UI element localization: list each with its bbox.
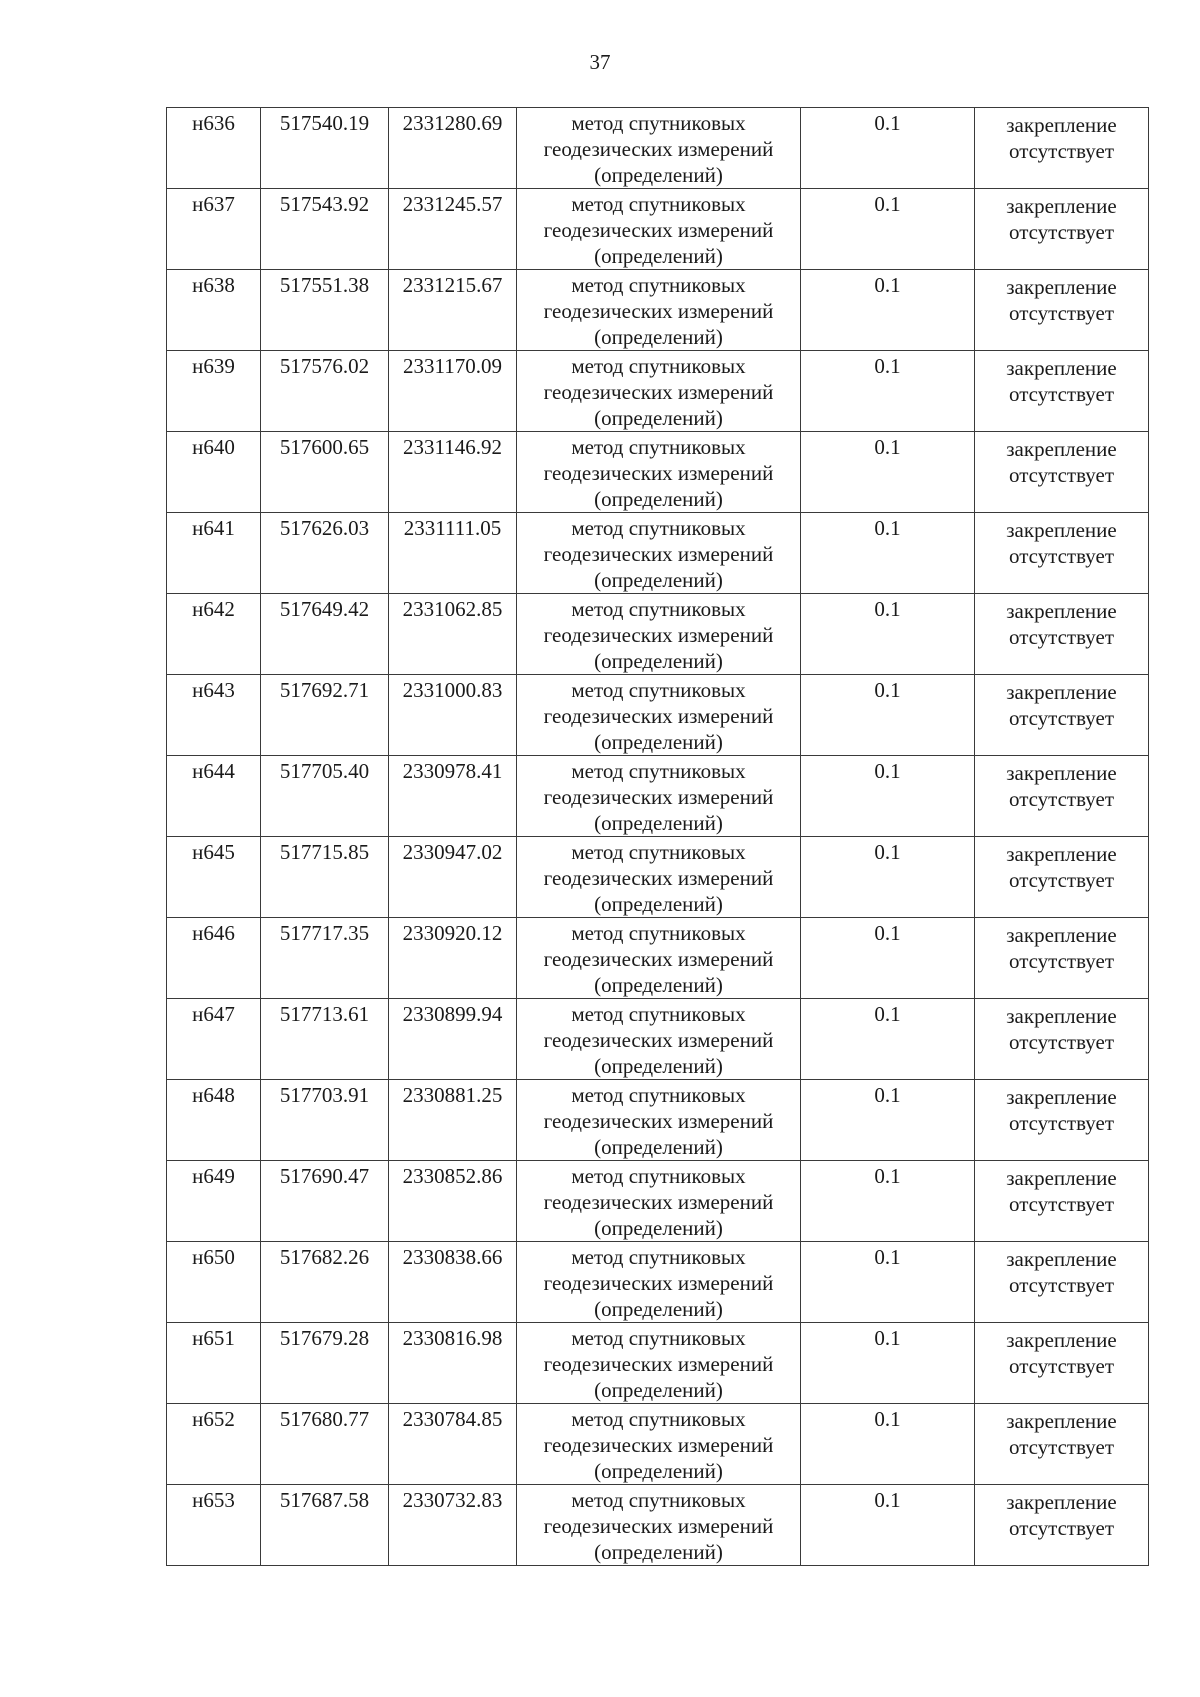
fixing-line: отсутствует xyxy=(1008,1516,1115,1540)
fixing-line: отсутствует xyxy=(1008,301,1115,325)
fixing-cell xyxy=(975,1485,1149,1566)
y-coordinate-cell: 2330899.94 xyxy=(389,999,517,1080)
method-line: (определений) xyxy=(594,1378,723,1402)
table-row xyxy=(167,1161,1149,1242)
method-line: геодезических измерений xyxy=(543,1109,774,1133)
method-line: геодезических измерений xyxy=(543,623,774,647)
point-name-cell: н642 xyxy=(167,594,261,675)
x-coordinate-cell: 517687.58 xyxy=(261,1485,389,1566)
y-coordinate-cell: 2330881.25 xyxy=(389,1080,517,1161)
method-line: метод спутниковых xyxy=(571,192,746,216)
y-coordinate-cell: 2331062.85 xyxy=(389,594,517,675)
fixing-cell xyxy=(975,513,1149,594)
method-cell xyxy=(517,999,801,1080)
method-line: метод спутниковых xyxy=(571,354,746,378)
y-coordinate-cell: 2331170.09 xyxy=(389,351,517,432)
method-line: геодезических измерений xyxy=(543,1190,774,1214)
fixing-line: закрепление xyxy=(1006,599,1117,623)
method-line: (определений) xyxy=(594,406,723,430)
fixing-cell xyxy=(975,1080,1149,1161)
point-name-cell: н641 xyxy=(167,513,261,594)
fixing-cell xyxy=(975,351,1149,432)
fixing-line: закрепление xyxy=(1006,1247,1117,1271)
method-cell xyxy=(517,189,801,270)
method-cell xyxy=(517,756,801,837)
fixing-line: закрепление xyxy=(1006,518,1117,542)
point-name-cell: н652 xyxy=(167,1404,261,1485)
method-line: геодезических измерений xyxy=(543,1271,774,1295)
fixing-cell xyxy=(975,756,1149,837)
fixing-line: отсутствует xyxy=(1008,949,1115,973)
table-row xyxy=(167,189,1149,270)
method-line: метод спутниковых xyxy=(571,1326,746,1350)
fixing-line: отсутствует xyxy=(1008,382,1115,406)
x-coordinate-cell: 517540.19 xyxy=(261,108,389,189)
table-row xyxy=(167,675,1149,756)
x-coordinate-cell: 517715.85 xyxy=(261,837,389,918)
fixing-line: закрепление xyxy=(1006,356,1117,380)
x-coordinate-cell: 517679.28 xyxy=(261,1323,389,1404)
method-line: метод спутниковых xyxy=(571,840,746,864)
point-name-cell: н638 xyxy=(167,270,261,351)
point-name-cell: н648 xyxy=(167,1080,261,1161)
fixing-line: отсутствует xyxy=(1008,787,1115,811)
fixing-cell xyxy=(975,270,1149,351)
method-line: (определений) xyxy=(594,730,723,754)
fixing-line: отсутствует xyxy=(1008,1354,1115,1378)
method-line: (определений) xyxy=(594,325,723,349)
fixing-cell xyxy=(975,1323,1149,1404)
method-line: метод спутниковых xyxy=(571,516,746,540)
fixing-line: отсутствует xyxy=(1008,544,1115,568)
y-coordinate-cell: 2331215.67 xyxy=(389,270,517,351)
method-line: (определений) xyxy=(594,568,723,592)
method-cell xyxy=(517,918,801,999)
method-line: геодезических измерений xyxy=(543,947,774,971)
method-line: геодезических измерений xyxy=(543,218,774,242)
y-coordinate-cell: 2331280.69 xyxy=(389,108,517,189)
table-row xyxy=(167,594,1149,675)
method-cell xyxy=(517,1161,801,1242)
fixing-cell xyxy=(975,837,1149,918)
point-name-cell: н640 xyxy=(167,432,261,513)
fixing-cell xyxy=(975,108,1149,189)
method-line: метод спутниковых xyxy=(571,273,746,297)
fixing-line: отсутствует xyxy=(1008,1435,1115,1459)
accuracy-cell: 0.1 xyxy=(801,1485,975,1566)
method-cell xyxy=(517,432,801,513)
x-coordinate-cell: 517690.47 xyxy=(261,1161,389,1242)
fixing-cell xyxy=(975,1161,1149,1242)
method-cell xyxy=(517,513,801,594)
table-row xyxy=(167,432,1149,513)
accuracy-cell: 0.1 xyxy=(801,432,975,513)
table-row xyxy=(167,999,1149,1080)
point-name-cell: н650 xyxy=(167,1242,261,1323)
method-cell xyxy=(517,837,801,918)
fixing-line: закрепление xyxy=(1006,113,1117,137)
method-line: геодезических измерений xyxy=(543,704,774,728)
fixing-cell xyxy=(975,1242,1149,1323)
page-number: 37 xyxy=(589,50,611,74)
method-cell xyxy=(517,594,801,675)
fixing-line: закрепление xyxy=(1006,275,1117,299)
y-coordinate-cell: 2330784.85 xyxy=(389,1404,517,1485)
fixing-line: закрепление xyxy=(1006,437,1117,461)
method-line: (определений) xyxy=(594,811,723,835)
method-line: (определений) xyxy=(594,649,723,673)
table-row xyxy=(167,837,1149,918)
accuracy-cell: 0.1 xyxy=(801,594,975,675)
method-cell xyxy=(517,351,801,432)
point-name-cell: н649 xyxy=(167,1161,261,1242)
accuracy-cell: 0.1 xyxy=(801,756,975,837)
fixing-line: отсутствует xyxy=(1008,463,1115,487)
coordinates-table xyxy=(166,107,1149,1566)
fixing-line: закрепление xyxy=(1006,1409,1117,1433)
method-line: (определений) xyxy=(594,487,723,511)
method-line: метод спутниковых xyxy=(571,921,746,945)
point-name-cell: н636 xyxy=(167,108,261,189)
method-line: метод спутниковых xyxy=(571,1488,746,1512)
fixing-line: отсутствует xyxy=(1008,1192,1115,1216)
y-coordinate-cell: 2331111.05 xyxy=(389,513,517,594)
method-line: метод спутниковых xyxy=(571,111,746,135)
method-line: метод спутниковых xyxy=(571,1002,746,1026)
x-coordinate-cell: 517626.03 xyxy=(261,513,389,594)
table-row xyxy=(167,270,1149,351)
y-coordinate-cell: 2330816.98 xyxy=(389,1323,517,1404)
method-cell xyxy=(517,1242,801,1323)
accuracy-cell: 0.1 xyxy=(801,1242,975,1323)
method-line: (определений) xyxy=(594,244,723,268)
y-coordinate-cell: 2330978.41 xyxy=(389,756,517,837)
method-line: геодезических измерений xyxy=(543,1352,774,1376)
method-cell xyxy=(517,1404,801,1485)
x-coordinate-cell: 517692.71 xyxy=(261,675,389,756)
accuracy-cell: 0.1 xyxy=(801,1161,975,1242)
table-row xyxy=(167,1080,1149,1161)
point-name-cell: н646 xyxy=(167,918,261,999)
method-cell xyxy=(517,1323,801,1404)
y-coordinate-cell: 2331245.57 xyxy=(389,189,517,270)
fixing-cell xyxy=(975,918,1149,999)
point-name-cell: н647 xyxy=(167,999,261,1080)
y-coordinate-cell: 2331000.83 xyxy=(389,675,517,756)
method-line: метод спутниковых xyxy=(571,597,746,621)
y-coordinate-cell: 2330947.02 xyxy=(389,837,517,918)
accuracy-cell: 0.1 xyxy=(801,1404,975,1485)
x-coordinate-cell: 517717.35 xyxy=(261,918,389,999)
table-row xyxy=(167,108,1149,189)
method-line: метод спутниковых xyxy=(571,1083,746,1107)
method-line: (определений) xyxy=(594,1135,723,1159)
method-line: (определений) xyxy=(594,973,723,997)
fixing-line: отсутствует xyxy=(1008,706,1115,730)
accuracy-cell: 0.1 xyxy=(801,189,975,270)
y-coordinate-cell: 2330838.66 xyxy=(389,1242,517,1323)
method-line: геодезических измерений xyxy=(543,137,774,161)
accuracy-cell: 0.1 xyxy=(801,1080,975,1161)
method-line: геодезических измерений xyxy=(543,380,774,404)
fixing-line: закрепление xyxy=(1006,923,1117,947)
method-line: (определений) xyxy=(594,1459,723,1483)
method-line: геодезических измерений xyxy=(543,1514,774,1538)
accuracy-cell: 0.1 xyxy=(801,675,975,756)
table-row xyxy=(167,1485,1149,1566)
x-coordinate-cell: 517543.92 xyxy=(261,189,389,270)
accuracy-cell: 0.1 xyxy=(801,918,975,999)
accuracy-cell: 0.1 xyxy=(801,513,975,594)
method-line: геодезических измерений xyxy=(543,1028,774,1052)
y-coordinate-cell: 2331146.92 xyxy=(389,432,517,513)
fixing-cell xyxy=(975,675,1149,756)
point-name-cell: н639 xyxy=(167,351,261,432)
accuracy-cell: 0.1 xyxy=(801,270,975,351)
fixing-line: отсутствует xyxy=(1008,139,1115,163)
method-cell xyxy=(517,270,801,351)
coordinates-table-body xyxy=(167,108,1149,1566)
fixing-line: закрепление xyxy=(1006,1328,1117,1352)
method-cell xyxy=(517,1485,801,1566)
table-row xyxy=(167,351,1149,432)
method-cell xyxy=(517,108,801,189)
fixing-line: закрепление xyxy=(1006,1166,1117,1190)
fixing-cell xyxy=(975,432,1149,513)
method-line: метод спутниковых xyxy=(571,678,746,702)
point-name-cell: н651 xyxy=(167,1323,261,1404)
method-line: метод спутниковых xyxy=(571,1407,746,1431)
point-name-cell: н653 xyxy=(167,1485,261,1566)
x-coordinate-cell: 517551.38 xyxy=(261,270,389,351)
accuracy-cell: 0.1 xyxy=(801,837,975,918)
point-name-cell: н644 xyxy=(167,756,261,837)
fixing-cell xyxy=(975,999,1149,1080)
point-name-cell: н645 xyxy=(167,837,261,918)
method-line: геодезических измерений xyxy=(543,542,774,566)
method-line: (определений) xyxy=(594,1054,723,1078)
method-line: геодезических измерений xyxy=(543,866,774,890)
fixing-line: закрепление xyxy=(1006,1490,1117,1514)
fixing-cell xyxy=(975,1404,1149,1485)
table-row xyxy=(167,1242,1149,1323)
fixing-line: отсутствует xyxy=(1008,220,1115,244)
point-name-cell: н637 xyxy=(167,189,261,270)
method-line: (определений) xyxy=(594,1540,723,1564)
method-line: (определений) xyxy=(594,892,723,916)
table-row xyxy=(167,1323,1149,1404)
method-line: метод спутниковых xyxy=(571,1164,746,1188)
fixing-line: закрепление xyxy=(1006,1085,1117,1109)
fixing-line: закрепление xyxy=(1006,842,1117,866)
x-coordinate-cell: 517713.61 xyxy=(261,999,389,1080)
method-line: геодезических измерений xyxy=(543,299,774,323)
method-line: метод спутниковых xyxy=(571,435,746,459)
point-name-cell: н643 xyxy=(167,675,261,756)
method-line: геодезических измерений xyxy=(543,785,774,809)
x-coordinate-cell: 517680.77 xyxy=(261,1404,389,1485)
method-line: (определений) xyxy=(594,1297,723,1321)
x-coordinate-cell: 517576.02 xyxy=(261,351,389,432)
fixing-cell xyxy=(975,594,1149,675)
method-cell xyxy=(517,675,801,756)
fixing-line: закрепление xyxy=(1006,1004,1117,1028)
y-coordinate-cell: 2330852.86 xyxy=(389,1161,517,1242)
fixing-line: отсутствует xyxy=(1008,868,1115,892)
table-row xyxy=(167,513,1149,594)
method-line: геодезических измерений xyxy=(543,1433,774,1457)
fixing-line: отсутствует xyxy=(1008,1030,1115,1054)
method-line: (определений) xyxy=(594,163,723,187)
method-line: (определений) xyxy=(594,1216,723,1240)
fixing-cell xyxy=(975,189,1149,270)
accuracy-cell: 0.1 xyxy=(801,1323,975,1404)
y-coordinate-cell: 2330920.12 xyxy=(389,918,517,999)
method-line: метод спутниковых xyxy=(571,1245,746,1269)
x-coordinate-cell: 517649.42 xyxy=(261,594,389,675)
table-row xyxy=(167,918,1149,999)
method-line: метод спутниковых xyxy=(571,759,746,783)
x-coordinate-cell: 517705.40 xyxy=(261,756,389,837)
fixing-line: закрепление xyxy=(1006,194,1117,218)
fixing-line: отсутствует xyxy=(1008,625,1115,649)
fixing-line: отсутствует xyxy=(1008,1273,1115,1297)
fixing-line: отсутствует xyxy=(1008,1111,1115,1135)
accuracy-cell: 0.1 xyxy=(801,999,975,1080)
fixing-line: закрепление xyxy=(1006,761,1117,785)
table-row xyxy=(167,756,1149,837)
accuracy-cell: 0.1 xyxy=(801,108,975,189)
y-coordinate-cell: 2330732.83 xyxy=(389,1485,517,1566)
fixing-line: закрепление xyxy=(1006,680,1117,704)
x-coordinate-cell: 517703.91 xyxy=(261,1080,389,1161)
table-row xyxy=(167,1404,1149,1485)
x-coordinate-cell: 517682.26 xyxy=(261,1242,389,1323)
accuracy-cell: 0.1 xyxy=(801,351,975,432)
method-cell xyxy=(517,1080,801,1161)
method-line: геодезических измерений xyxy=(543,461,774,485)
x-coordinate-cell: 517600.65 xyxy=(261,432,389,513)
